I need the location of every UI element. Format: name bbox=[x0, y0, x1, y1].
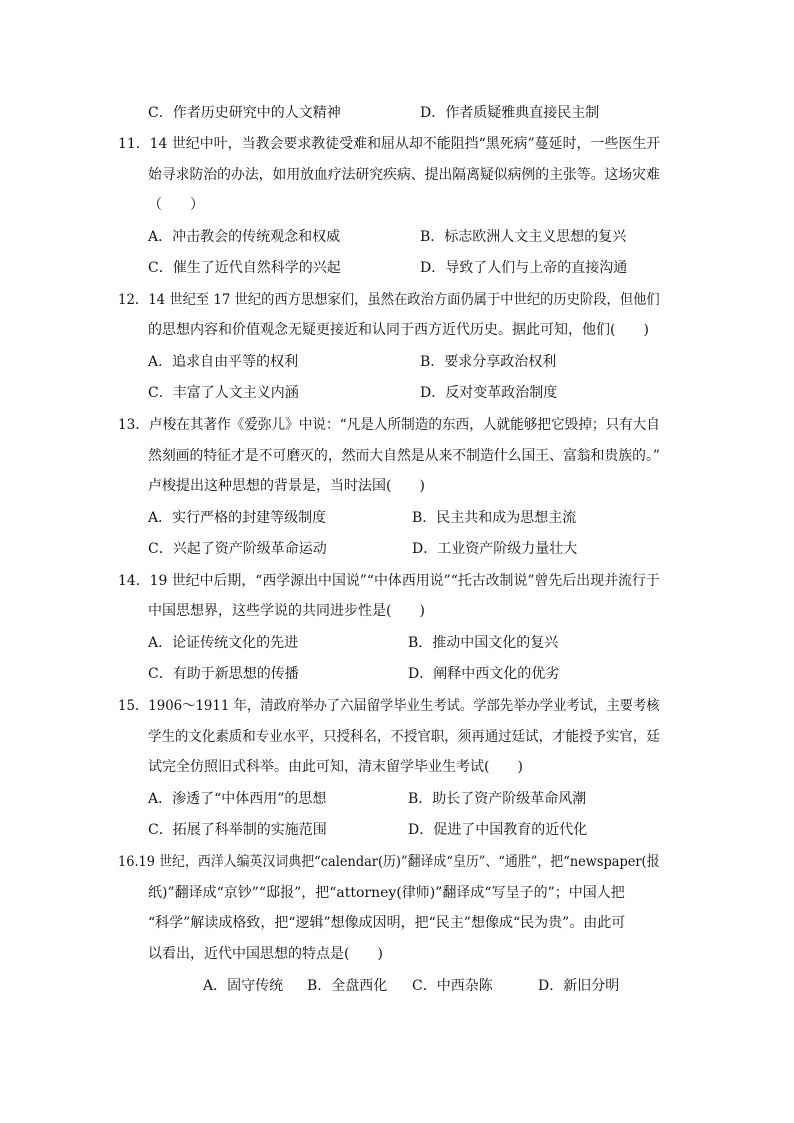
q15-stem-line-2: 学生的文化素质和专业水平，只授科名，不授官职，须再通过廷试，才能授予实官，廷 bbox=[148, 729, 660, 745]
q16-option-d: D．新旧分明 bbox=[538, 978, 620, 994]
q10-option-d: D．作者质疑雅典直接民主制 bbox=[420, 105, 600, 121]
q14-option-c: C．有助于新思想的传播 bbox=[148, 666, 299, 682]
q13-option-d: D．工业资产阶级力量壮大 bbox=[412, 541, 578, 557]
q11-option-a: A．冲击教会的传统观念和权威 bbox=[148, 229, 341, 245]
q16-option-a: A．固守传统 bbox=[203, 978, 284, 994]
q16-stem-line-4: 以看出，近代中国思想的特点是( ) bbox=[148, 946, 383, 962]
q16-option-b: B．全盘西化 bbox=[307, 978, 388, 994]
q15-option-b: B．助长了资产阶级革命风潮 bbox=[408, 791, 587, 807]
q13-stem-line-2: 然刻画的特征才是不可磨灭的，然而大自然是从来不制造什么国王、富翁和贵族的。” bbox=[148, 448, 660, 464]
q11-stem-line-3: （ ） bbox=[148, 197, 204, 213]
q10-option-c: C．作者历史研究中的人文精神 bbox=[148, 105, 341, 121]
q12-option-c: C．丰富了人文主义内涵 bbox=[148, 385, 299, 401]
q16-option-c: C．中西杂陈 bbox=[412, 978, 493, 994]
q11-option-c: C．催生了近代自然科学的兴起 bbox=[148, 260, 341, 276]
q16-stem-line-2: 纸)”翻译成“京钞”“邸报”，把“attorney(律师)”翻译成“写呈子的”；中国人把 bbox=[148, 885, 625, 901]
q15-option-a: A．渗透了“中体西用”的思想 bbox=[148, 791, 327, 807]
q12-stem-line-2: 的思想内容和价值观念无疑更接近和认同于西方近代历史。据此可知，他们( ) bbox=[148, 322, 649, 338]
q15-option-d: D．促进了中国教育的近代化 bbox=[408, 822, 588, 838]
q12-option-a: A．追求自由平等的权利 bbox=[148, 354, 299, 370]
q11-option-d: D．导致了人们与上帝的直接沟通 bbox=[420, 260, 628, 276]
q14-stem-line-2: 中国思想界，这些学说的共同进步性是( ) bbox=[148, 603, 425, 619]
q11-option-b: B．标志欧洲人文主义思想的复兴 bbox=[420, 229, 627, 245]
q14-option-d: D．阐释中西文化的优劣 bbox=[408, 666, 560, 682]
q12-stem-line-1: 12．14 世纪至 17 世纪的西方思想家们，虽然在政治方面仍属于中世纪的历史阶段，但他们 bbox=[118, 292, 660, 308]
q16-stem-line-3: “科学”解读成格致，把“逻辑”想像成因明，把“民主”想像成“民为贵”。由此可 bbox=[148, 915, 626, 931]
q13-option-a: A．实行严格的封建等级制度 bbox=[148, 510, 327, 526]
q12-option-b: B．要求分享政治权利 bbox=[420, 354, 557, 370]
q13-stem-line-3: 卢梭提出这种思想的背景是，当时法国( ) bbox=[148, 478, 425, 494]
q11-stem-line-1: 11．14 世纪中叶，当教会要求教徒受难和屈从却不能阻挡“黑死病”蔓延时，一些医生开 bbox=[118, 136, 661, 152]
q15-stem-line-1: 15．1906～1911 年，清政府举办了六届留学毕业生考试。学部先举办学业考试，主要考核 bbox=[118, 698, 660, 714]
q14-stem-line-1: 14．19 世纪中后期，“西学源出中国说”“中体西用说”“托古改制说”曾先后出现并流行于 bbox=[118, 573, 660, 589]
q13-option-c: C．兴起了资产阶级革命运动 bbox=[148, 541, 327, 557]
q16-stem-line-1: 16.19 世纪，西洋人编英汉词典把“calendar(历)”翻译成“皇历”、“通胜”，把“newspaper(报 bbox=[118, 854, 660, 870]
q15-stem-line-3: 试完全仿照旧式科举。由此可知，清末留学毕业生考试( ) bbox=[148, 759, 523, 775]
q12-option-d: D．反对变革政治制度 bbox=[420, 385, 558, 401]
q14-option-a: A．论证传统文化的先进 bbox=[148, 635, 299, 651]
q11-stem-line-2: 始寻求防治的办法，如用放血疗法研究疾病、提出隔离疑似病例的主张等。这场灾难 bbox=[148, 167, 660, 183]
q15-option-c: C．拓展了科举制的实施范围 bbox=[148, 822, 327, 838]
q14-option-b: B．推动中国文化的复兴 bbox=[408, 635, 559, 651]
q13-stem-line-1: 13．卢梭在其著作《爱弥儿》中说：“凡是人所制造的东西，人就能够把它毁掉；只有大自 bbox=[118, 417, 660, 433]
q13-option-b: B．民主共和成为思想主流 bbox=[412, 510, 577, 526]
